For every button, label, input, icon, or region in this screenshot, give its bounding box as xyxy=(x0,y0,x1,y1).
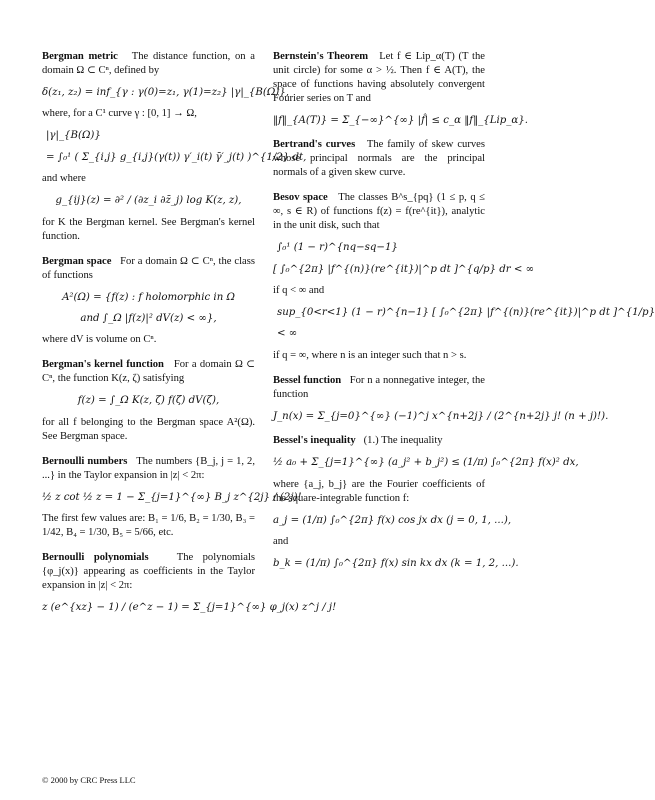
definition-text: For a domain Ω ⊂ Cⁿ, the class of functions xyxy=(42,255,255,281)
equation: < ∞ xyxy=(277,328,298,340)
equation: A²(Ω) = {f(z) : f holomorphic in Ω xyxy=(62,291,235,303)
definition-text: for K the Bergman kernel. See Bergman's kernel function. xyxy=(42,216,255,242)
term-heading: Bernoulli numbers xyxy=(42,455,128,467)
equation: a_j = (1/π) ∫₀^{2π} f(x) cos jx dx (j = 0, 1, ...), xyxy=(273,514,512,526)
equation: ∫₀¹ (1 − r)^{nq−sq−1} xyxy=(277,242,398,254)
equation: ‖f‖_{A(T)} = Σ_{−∞}^{∞} |f̂| ≤ c_α ‖f‖_{Lip_α}. xyxy=(273,114,528,126)
equation: = ∫₀¹ ( Σ_{i,j} g_{i,j}(γ(t)) γ′_i(t) γ̄′_j(t) )^{1/2} dt, xyxy=(46,151,307,163)
entry-bernstein-theorem xyxy=(273,50,528,127)
term-heading: Bessel function xyxy=(273,374,342,386)
copyright-footer: © 2000 by CRC Press LLC xyxy=(42,775,136,785)
equation: |γ|_{B(Ω)} xyxy=(46,130,101,142)
definition-text: The polynomials {φ_j(x)} appearing as coefficients in the Taylor expansion in |z| < 2π: xyxy=(42,552,256,592)
equation: g_{ij}(z) = ∂² / (∂z_i ∂z̄_j) log K(z, z), xyxy=(55,195,242,207)
equation: [ ∫₀^{2π} |f^{(n)}(re^{it})|^p dt ]^{q/p} dr < ∞ xyxy=(273,263,535,275)
equation: sup_{0<r<1} (1 − r)^{n−1} [ ∫₀^{2π} |f^{(n)}(re^{it})|^p dt ]^{1/p} xyxy=(277,307,655,319)
entry-bernoulli-polynomials xyxy=(42,551,337,614)
term-heading: Bergman space xyxy=(42,255,112,267)
entry-bessel-function xyxy=(273,374,609,423)
equation: δ(z₁, z₂) = inf_{γ : γ(0)=z₁, γ(1)=z₂} |γ|_{B(Ω)}, xyxy=(42,86,289,98)
term-heading: Bergman metric xyxy=(42,51,118,62)
definition-text: and xyxy=(273,536,289,548)
definition-text: The numbers {B_j, j = 1, 2, ...} in the Taylor expansion in |z| < 2π: xyxy=(42,455,255,481)
entry-bernoulli-numbers xyxy=(42,455,302,540)
right-column xyxy=(273,50,655,582)
term-heading: Bernoulli polynomials xyxy=(42,552,149,564)
definition-text: if q < ∞ and xyxy=(273,285,325,297)
definition-text: The distance function, on a domain Ω ⊂ Cⁿ, defined by xyxy=(42,51,255,76)
definition-text: Let f ∈ Lip_α(T) (T the unit circle) for some α > ½. Then f ∈ A(T), the space of functions having absolutely convergent Fourier series on T and xyxy=(273,51,485,104)
term-heading: Bessel's inequality xyxy=(273,435,356,447)
entry-bergman-kernel xyxy=(42,358,255,443)
equation: f(z) = ∫_Ω K(z, ζ) f(ζ) dV(ζ), xyxy=(77,395,220,407)
entry-bertrand-curves xyxy=(273,138,485,180)
definition-text: where dV is volume on Cⁿ. xyxy=(42,334,157,346)
definition-text: for all f belonging to the Bergman space A²(Ω). See Bergman space. xyxy=(42,416,255,442)
term-heading: Bertrand's curves xyxy=(273,139,356,151)
definition-text: where, for a C¹ curve γ : [0, 1] → Ω, xyxy=(42,108,197,120)
definition-text: (1.) The inequality xyxy=(363,435,443,447)
equation: ½ z cot ½ z = 1 − Σ_{j=1}^{∞} B_j z^{2j} / (2j)! xyxy=(42,491,302,503)
definition-text: The family of skew curves whose principal normals are the principal normals of a given skew curve. xyxy=(273,139,485,179)
definition-text: The first few values are: B₁ = 1/6, B₂ = 1/30, B₃ = 1/42, B₄ = 1/30, B₅ = 5/66, etc. xyxy=(42,513,255,539)
definition-text: and where xyxy=(42,173,86,185)
definition-text: For a domain Ω ⊂ Cⁿ, the function K(z, ζ) satisfying xyxy=(42,359,255,385)
term-heading: Bernstein's Theorem xyxy=(273,51,369,62)
equation: ½ a₀ + Σ_{j=1}^{∞} (a_j² + b_j²) ≤ (1/π) ∫₀^{2π} f(x)² dx, xyxy=(273,457,579,469)
definition-text: where {a_j, b_j} are the Fourier coefficients of the square-integrable function f: xyxy=(273,478,485,504)
definition-text: if q = ∞, where n is an integer such that n > s. xyxy=(273,349,467,361)
definition-text: The classes B^s_{pq} (1 ≤ p, q ≤ ∞, s ∈ R) of functions f(z) = f(re^{it}), analytic in the unit disk, such that xyxy=(273,192,485,232)
term-heading: Besov space xyxy=(273,192,328,204)
equation: b_k = (1/π) ∫₀^{2π} f(x) sin kx dx (k = 1, 2, ...). xyxy=(273,558,519,570)
entry-besov-space xyxy=(273,191,655,363)
entry-bergman-space xyxy=(42,255,255,348)
definition-text: For n a nonnegative integer, the function xyxy=(273,374,486,400)
equation: z (e^{xz} − 1) / (e^z − 1) = Σ_{j=1}^{∞} φ_j(x) z^j / j! xyxy=(42,602,337,613)
entry-bessel-inequality xyxy=(273,434,579,570)
equation: and ∫_Ω |f(z)|² dV(z) < ∞}, xyxy=(80,313,217,325)
term-heading: Bergman's kernel function xyxy=(42,359,164,371)
equation: J_n(x) = Σ_{j=0}^{∞} (−1)^j x^{n+2j} / (2^{n+2j} j! (n + j)!). xyxy=(273,410,609,422)
